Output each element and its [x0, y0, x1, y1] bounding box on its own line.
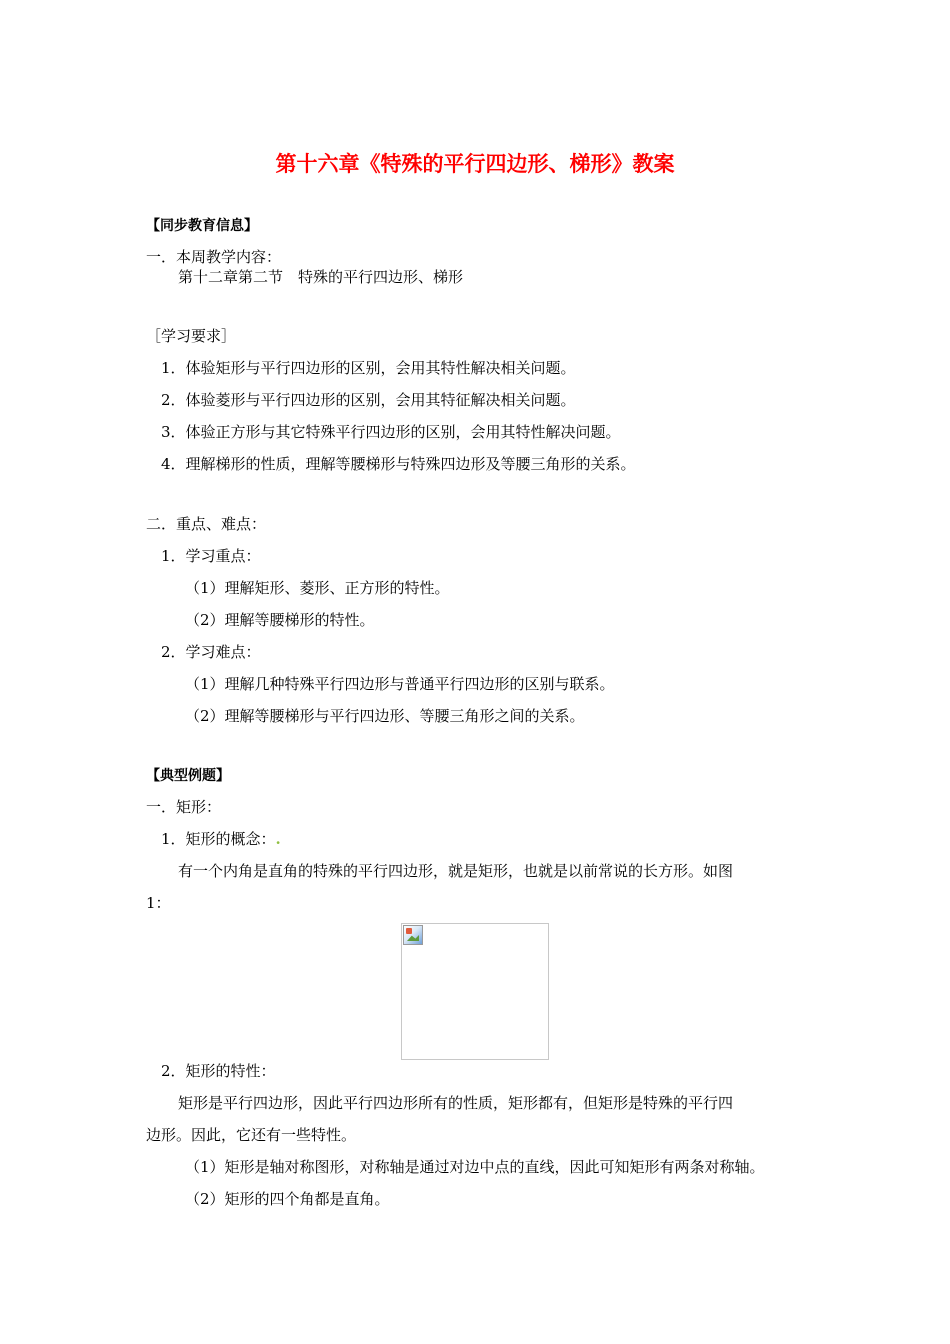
heading-key-points: 1．学习重点： [161, 547, 261, 565]
requirement-item: 3．体验正方形与其它特殊平行四边形的区别，会用其特性解决问题。 [161, 423, 621, 441]
section-heading-sync-info: 【同步教育信息】 [146, 218, 258, 234]
property-text-line: 矩形是平行四边形，因此平行四边形所有的性质，矩形都有，但矩形是特殊的平行四 [178, 1094, 734, 1112]
concept-text-line: 有一个内角是直角的特殊的平行四边形，就是矩形，也就是以前常说的长方形。如图 [178, 862, 734, 880]
key-point-item: （2）理解等腰梯形的特性。 [185, 611, 375, 629]
heading-key-difficult: 二．重点、难点： [146, 515, 267, 533]
property-item: （2）矩形的四个角都是直角。 [185, 1190, 390, 1208]
requirement-item: 1．体验矩形与平行四边形的区别，会用其特性解决相关问题。 [161, 359, 576, 377]
concept-head-text: 1．矩形的概念： [161, 830, 276, 848]
difficult-point-item: （2）理解等腰梯形与平行四边形、等腰三角形之间的关系。 [185, 707, 585, 725]
section-heading-examples: 【典型例题】 [146, 768, 230, 784]
concept-text-line: 1： [146, 894, 171, 912]
property-item: （1）矩形是轴对称图形，对称轴是通过对边中点的直线，因此可知矩形有两条对称轴。 [185, 1158, 765, 1176]
difficult-point-item: （1）理解几种特殊平行四边形与普通平行四边形的区别与联系。 [185, 675, 615, 693]
key-point-item: （1）理解矩形、菱形、正方形的特性。 [185, 579, 450, 597]
document-title: 第十六章《特殊的平行四边形、梯形》教案 [275, 152, 675, 176]
weekly-content-text: 第十二章第二节 特殊的平行四边形、梯形 [178, 268, 464, 286]
heading-rectangle-concept [161, 829, 281, 849]
requirement-item: 2．体验菱形与平行四边形的区别，会用其特征解决相关问题。 [161, 391, 576, 409]
requirement-item: 4．理解梯形的性质，理解等腰梯形与特殊四边形及等腰三角形的关系。 [161, 455, 636, 473]
broken-image-icon [403, 925, 423, 945]
concept-mark: . [275, 830, 281, 848]
property-text-line: 边形。因此，它还有一些特性。 [146, 1126, 357, 1144]
heading-difficult-points: 2．学习难点： [161, 643, 261, 661]
figure-1-image [401, 923, 549, 1060]
heading-rectangle: 一．矩形： [146, 798, 222, 816]
heading-rectangle-properties: 2．矩形的特性： [161, 1062, 276, 1080]
heading-requirements: ［学习要求］ [146, 327, 237, 345]
heading-weekly-content: 一．本周教学内容： [146, 248, 282, 266]
